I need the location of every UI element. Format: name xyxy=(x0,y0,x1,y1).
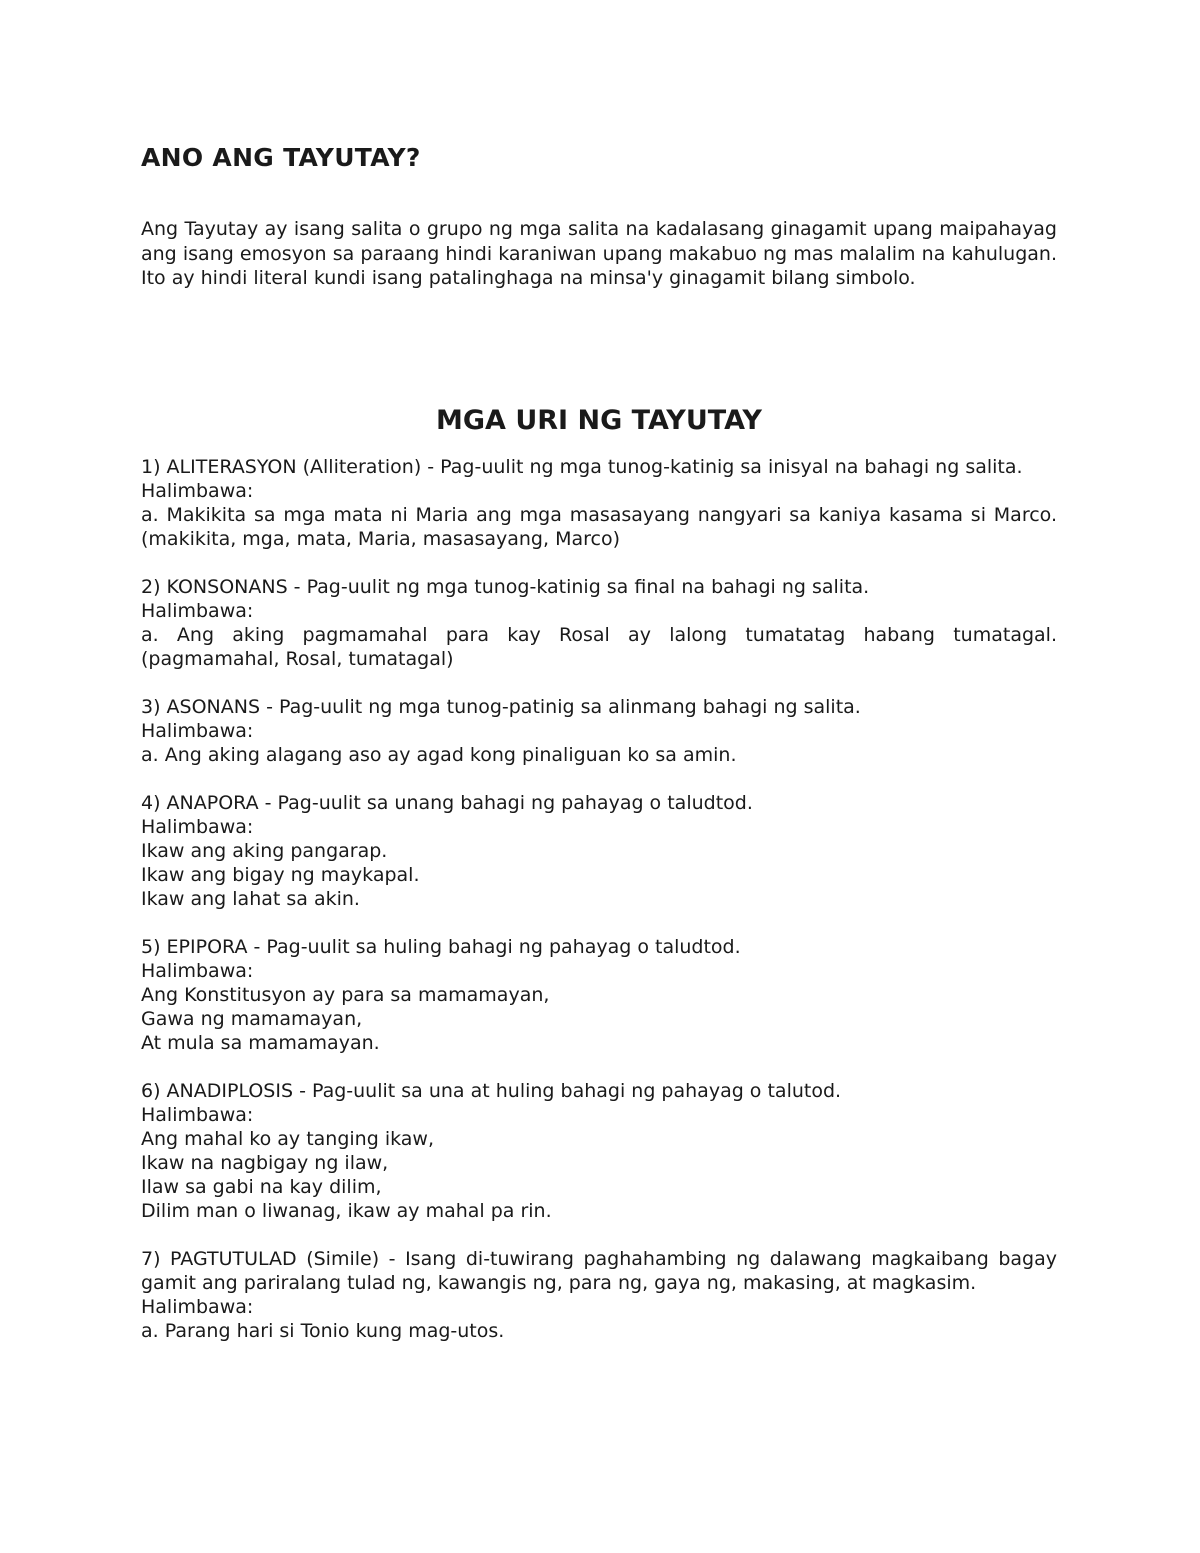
example-line: Ang mahal ko ay tanging ikaw, xyxy=(141,1128,434,1150)
tayutay-list xyxy=(141,455,1057,1367)
list-item xyxy=(141,575,1057,671)
example-label: Halimbawa: xyxy=(141,480,254,502)
example-line: Dilim man o liwanag, ikaw ay mahal pa rin. xyxy=(141,1200,552,1222)
list-item xyxy=(141,1247,1057,1343)
example-line: Gawa ng mamamayan, xyxy=(141,1008,363,1030)
example-label: Halimbawa: xyxy=(141,1296,254,1318)
example-line: a. Makikita sa mga mata ni Maria ang mga masasayang nangyari sa kaniya kasama si Marco. (makikita, mga, mata, Maria, masasayang, Marco) xyxy=(141,504,1057,550)
list-item xyxy=(141,1079,1057,1223)
example-line: Ikaw na nagbigay ng ilaw, xyxy=(141,1152,389,1174)
example-line: At mula sa mamamayan. xyxy=(141,1032,380,1054)
item-definition: 1) ALITERASYON (Alliteration) - Pag-uulit ng mga tunog-katinig sa inisyal na bahagi ng salita. xyxy=(141,456,1023,478)
example-line: Ang Konstitusyon ay para sa mamamayan, xyxy=(141,984,550,1006)
example-line: Ikaw ang aking pangarap. xyxy=(141,840,388,862)
list-item xyxy=(141,791,1057,911)
section-title: MGA URI NG TAYUTAY xyxy=(436,405,762,436)
example-label: Halimbawa: xyxy=(141,960,254,982)
item-definition: 4) ANAPORA - Pag-uulit sa unang bahagi ng pahayag o taludtod. xyxy=(141,792,753,814)
example-line: Ikaw ang bigay ng maykapal. xyxy=(141,864,420,886)
item-definition: 3) ASONANS - Pag-uulit ng mga tunog-patinig sa alinmang bahagi ng salita. xyxy=(141,696,861,718)
page-title: ANO ANG TAYUTAY? xyxy=(141,143,421,172)
list-item xyxy=(141,695,1057,767)
example-label: Halimbawa: xyxy=(141,1104,254,1126)
item-definition: 7) PAGTUTULAD (Simile) - Isang di-tuwirang paghahambing ng dalawang magkaibang bagay gamit ang pariralang tulad ng, kawangis ng, para ng, gaya ng, makasing, at magkasim. xyxy=(141,1248,1057,1294)
example-line: Ilaw sa gabi na kay dilim, xyxy=(141,1176,382,1198)
intro-paragraph: Ang Tayutay ay isang salita o grupo ng mga salita na kadalasang ginagamit upang maipahayag ang isang emosyon sa paraang hindi karaniwan upang makabuo ng mas malalim na kahulugan. Ito ay hindi literal kundi isang patalinghaga na minsa'y ginagamit bilang simbolo. xyxy=(141,218,1057,289)
item-definition: 5) EPIPORA - Pag-uulit sa huling bahagi ng pahayag o taludtod. xyxy=(141,936,741,958)
example-label: Halimbawa: xyxy=(141,600,254,622)
example-line: a. Ang aking alagang aso ay agad kong pinaliguan ko sa amin. xyxy=(141,744,737,766)
example-line: a. Parang hari si Tonio kung mag-utos. xyxy=(141,1320,505,1342)
item-definition: 6) ANADIPLOSIS - Pag-uulit sa una at huling bahagi ng pahayag o talutod. xyxy=(141,1080,842,1102)
example-line: a. Ang aking pagmamahal para kay Rosal ay lalong tumatatag habang tumatagal. (pagmamahal, Rosal, tumatagal) xyxy=(141,624,1057,670)
example-line: Ikaw ang lahat sa akin. xyxy=(141,888,360,910)
example-label: Halimbawa: xyxy=(141,720,254,742)
list-item xyxy=(141,935,1057,1055)
item-definition: 2) KONSONANS - Pag-uulit ng mga tunog-katinig sa final na bahagi ng salita. xyxy=(141,576,870,598)
example-label: Halimbawa: xyxy=(141,816,254,838)
list-item xyxy=(141,455,1057,551)
